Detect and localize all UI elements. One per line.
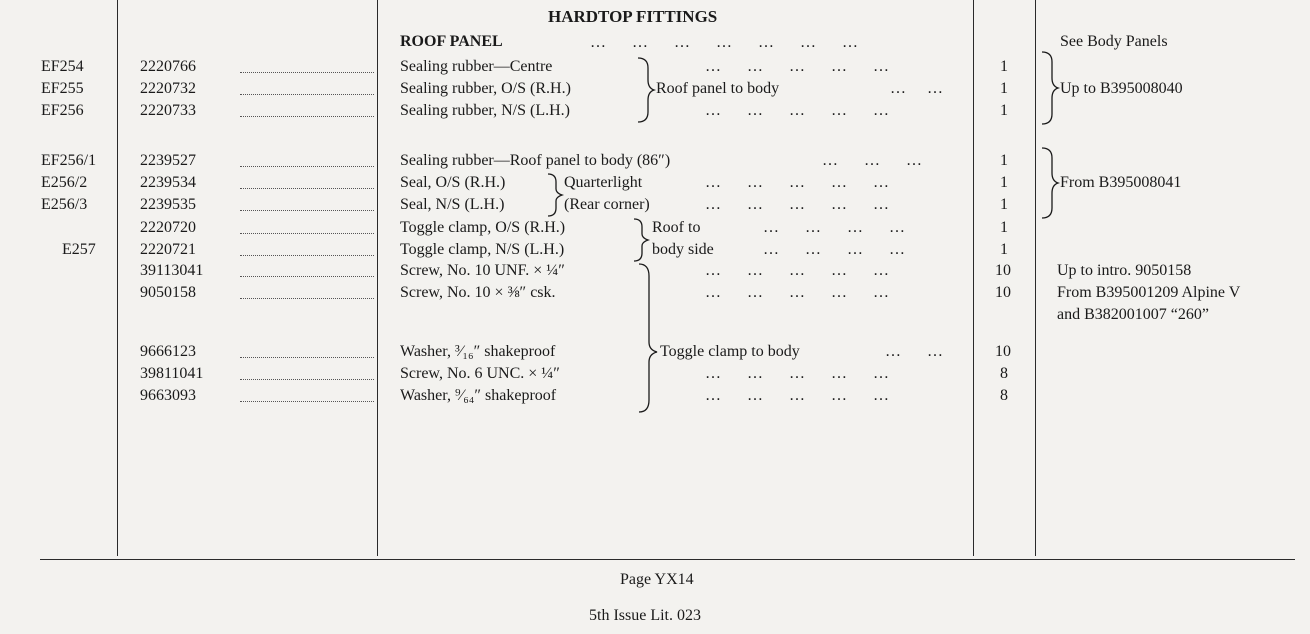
page-number: Page YX14 [620,571,694,588]
column-divider-desc [377,0,378,556]
dot-leader [240,94,374,95]
quantity: 10 [995,343,1011,360]
group-label-rear-corner: (Rear corner) [564,196,650,213]
dot-leader [240,72,374,73]
ref-number: EF255 [41,80,84,97]
note-up-to-serial: Up to B395008040 [1060,80,1183,97]
ref-number: EF256/1 [41,152,97,169]
part-description: Sealing rubber, O/S (R.H.) [400,80,571,97]
group-label-body-side: body side [652,241,714,258]
part-number: 2220733 [140,102,196,119]
part-description: Washer, ⁹⁄₆₄″ shakeproof [400,387,557,404]
subheading-roof-panel: ROOF PANEL [400,33,503,50]
ref-number: EF254 [41,58,84,75]
ref-number: E256/3 [41,196,88,213]
part-number: 2239527 [140,152,196,169]
part-description: Sealing rubber, N/S (L.H.) [400,102,570,119]
ref-number: EF256 [41,102,84,119]
part-number: 2220720 [140,219,196,236]
part-description: Toggle clamp, N/S (L.H.) [400,241,565,258]
dot-leader [240,188,374,189]
issue-label: 5th Issue Lit. 023 [589,607,701,624]
leader-dots: … … … … [763,241,906,258]
leader-dots: … … … … [763,219,906,236]
part-number: 2220721 [140,241,196,258]
note-see-body-panels: See Body Panels [1060,33,1168,50]
dot-leader [240,379,374,380]
quantity: 1 [1000,174,1008,191]
dot-leader [240,298,374,299]
dot-leader [240,255,374,256]
note-and-260: and B382001007 “260” [1057,306,1209,323]
quantity: 1 [1000,196,1008,213]
leader-dots: … … … … … [705,174,890,191]
dot-leader [240,166,374,167]
group-label-roof-panel-to-body: Roof panel to body [656,80,780,97]
group-label-roof-to: Roof to [652,219,701,236]
leader-dots: … … … [822,152,923,169]
part-description: Sealing rubber—Roof panel to body (86″) [400,152,671,169]
brace-up-to [1040,50,1060,126]
leader-dots: … … … … … … … [585,34,859,51]
note-up-to-intro: Up to intro. 9050158 [1057,262,1192,279]
brace-roof-to-body-side [632,217,652,263]
leader-dots: … … … … … [705,262,890,279]
group-label-quarterlight: Quarterlight [564,174,643,191]
part-number: 9050158 [140,284,196,301]
quantity: 1 [1000,241,1008,258]
ref-number: E256/2 [41,174,88,191]
footer-rule [40,559,1295,560]
leader-dots: … … … … … [705,387,890,404]
leader-dots: … … … … … [705,196,890,213]
group-label-toggle-clamp-to-body: Toggle clamp to body [660,343,800,360]
dot-leader [240,276,374,277]
column-divider-ref [117,0,118,556]
part-description: Screw, No. 10 × ⅜″ csk. [400,284,556,301]
quantity: 1 [1000,219,1008,236]
part-description: Sealing rubber—Centre [400,58,553,75]
leader-dots: … … … … … [705,365,890,382]
column-divider-notes [1035,0,1036,556]
brace-roof-panel [636,56,656,124]
column-divider-qty [973,0,974,556]
part-number: 2220766 [140,58,196,75]
quantity: 10 [995,284,1011,301]
part-description: Screw, No. 10 UNF. × ¼″ [400,262,565,279]
part-number: 2239535 [140,196,196,213]
quantity: 1 [1000,152,1008,169]
quantity: 8 [1000,365,1008,382]
part-description: Screw, No. 6 UNC. × ¼″ [400,365,560,382]
leader-dots: … … … … … [705,102,890,119]
quantity: 10 [995,262,1011,279]
ref-number: E257 [62,241,96,258]
part-number: 2220732 [140,80,196,97]
leader-dots: … … … … … [705,284,890,301]
quantity: 1 [1000,102,1008,119]
part-description: Seal, O/S (R.H.) [400,174,506,191]
part-description: Toggle clamp, O/S (R.H.) [400,219,566,236]
dot-leader [240,116,374,117]
leader-dots: … … … … … [705,58,890,75]
section-title: HARDTOP FITTINGS [548,7,718,26]
part-number: 39113041 [140,262,204,279]
quantity: 1 [1000,80,1008,97]
quantity: 1 [1000,58,1008,75]
part-number: 39811041 [140,365,204,382]
dot-leader [240,401,374,402]
brace-toggle-clamp-to-body [637,262,659,414]
dot-leader [240,210,374,211]
part-description: Washer, ³⁄₁₆″ shakeproof [400,343,556,360]
note-from-serial: From B395008041 [1060,174,1182,191]
leader-dots: … … [890,80,944,97]
part-number: 2239534 [140,174,196,191]
quantity: 8 [1000,387,1008,404]
note-from-alpine: From B395001209 Alpine V [1057,284,1241,301]
brace-from [1040,146,1060,220]
dot-leader [240,357,374,358]
leader-dots: … … [885,343,944,360]
part-description: Seal, N/S (L.H.) [400,196,505,213]
brace-quarterlight [546,172,566,218]
dot-leader [240,233,374,234]
part-number: 9663093 [140,387,196,404]
part-number: 9666123 [140,343,196,360]
